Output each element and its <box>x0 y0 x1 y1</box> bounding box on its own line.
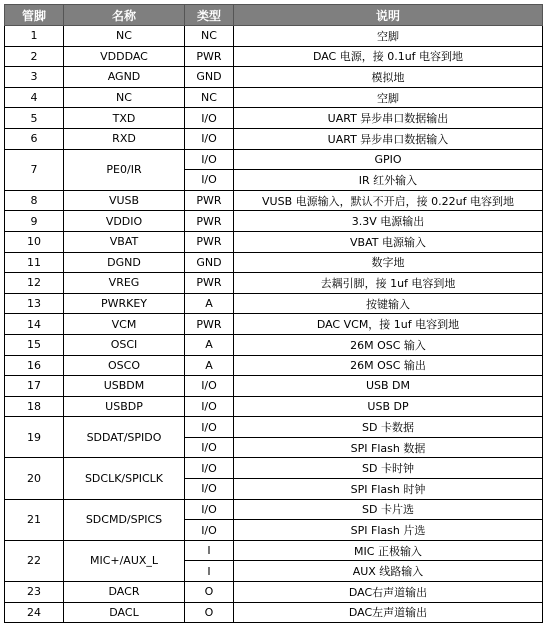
table-row <box>5 252 543 273</box>
pin-description-cell: DAC左声道输出 <box>234 602 543 623</box>
pin-description-cell: 去耦引脚，接 1uf 电容到地 <box>234 273 543 294</box>
table-row <box>5 108 543 129</box>
pin-description-cell: 空脚 <box>234 26 543 47</box>
pin-description-cell: UART 异步串口数据输入 <box>234 128 543 149</box>
pin-number-cell: 9 <box>5 211 64 232</box>
table-row <box>5 231 543 252</box>
pin-type-cell: I/O <box>185 128 234 149</box>
pin-description-cell: SPI Flash 数据 <box>234 437 543 458</box>
pin-name-cell: TXD <box>64 108 185 129</box>
pin-description-cell: DAC右声道输出 <box>234 582 543 603</box>
table-row <box>5 396 543 417</box>
pin-description-cell: VBAT 电源输入 <box>234 231 543 252</box>
pin-type-cell: I/O <box>185 520 234 541</box>
pin-number-cell: 12 <box>5 273 64 294</box>
header-type: 类型 <box>185 5 234 26</box>
pin-type-cell: PWR <box>185 231 234 252</box>
header-pin: 管脚 <box>5 5 64 26</box>
pin-number-cell: 1 <box>5 26 64 47</box>
pin-name-cell: PE0/IR <box>64 149 185 190</box>
pin-description-cell: SD 卡片选 <box>234 499 543 520</box>
pin-number-cell: 17 <box>5 376 64 397</box>
pin-number-cell: 5 <box>5 108 64 129</box>
pin-description-cell: 模拟地 <box>234 67 543 88</box>
pin-number-cell: 15 <box>5 334 64 355</box>
pin-type-cell: I/O <box>185 108 234 129</box>
pin-type-cell: A <box>185 334 234 355</box>
pin-type-cell: PWR <box>185 46 234 67</box>
pin-name-cell: NC <box>64 26 185 47</box>
pin-number-cell: 6 <box>5 128 64 149</box>
table-row <box>5 458 543 479</box>
pin-type-cell: PWR <box>185 314 234 335</box>
pin-description-cell: USB DP <box>234 396 543 417</box>
pin-number-cell: 24 <box>5 602 64 623</box>
pin-name-cell: DACR <box>64 582 185 603</box>
pin-type-cell: NC <box>185 87 234 108</box>
pin-description-cell: 空脚 <box>234 87 543 108</box>
pin-type-cell: O <box>185 582 234 603</box>
pin-type-cell: NC <box>185 26 234 47</box>
pin-name-cell: VDDIO <box>64 211 185 232</box>
table-header <box>5 5 543 26</box>
table-row <box>5 273 543 294</box>
pin-description-cell: SD 卡时钟 <box>234 458 543 479</box>
pin-description-cell: VUSB 电源输入，默认不开启，接 0.22uf 电容到地 <box>234 190 543 211</box>
pin-type-cell: I/O <box>185 376 234 397</box>
pin-number-cell: 4 <box>5 87 64 108</box>
pin-description-cell: AUX 线路输入 <box>234 561 543 582</box>
pin-description-cell: SPI Flash 时钟 <box>234 479 543 500</box>
table-body <box>5 26 543 623</box>
table-row <box>5 46 543 67</box>
pin-name-cell: AGND <box>64 67 185 88</box>
table-row <box>5 602 543 623</box>
pin-type-cell: PWR <box>185 211 234 232</box>
pin-number-cell: 3 <box>5 67 64 88</box>
pin-description-cell: IR 红外输入 <box>234 170 543 191</box>
pin-name-cell: OSCI <box>64 334 185 355</box>
pin-type-cell: PWR <box>185 190 234 211</box>
table-row <box>5 376 543 397</box>
pin-description-cell: USB DM <box>234 376 543 397</box>
pin-description-table <box>4 4 543 623</box>
pin-description-cell: 按键输入 <box>234 293 543 314</box>
pin-number-cell: 8 <box>5 190 64 211</box>
pin-number-cell: 14 <box>5 314 64 335</box>
table-row <box>5 128 543 149</box>
pin-name-cell: DGND <box>64 252 185 273</box>
pin-name-cell: NC <box>64 87 185 108</box>
pin-number-cell: 20 <box>5 458 64 499</box>
table-row <box>5 87 543 108</box>
pin-type-cell: I/O <box>185 396 234 417</box>
table-row <box>5 293 543 314</box>
table-row <box>5 355 543 376</box>
pin-type-cell: I/O <box>185 458 234 479</box>
table-row <box>5 582 543 603</box>
pin-name-cell: RXD <box>64 128 185 149</box>
header-name: 名称 <box>64 5 185 26</box>
pin-type-cell: I <box>185 561 234 582</box>
pin-description-cell: UART 异步串口数据输出 <box>234 108 543 129</box>
pin-description-cell: 数字地 <box>234 252 543 273</box>
pin-number-cell: 23 <box>5 582 64 603</box>
pin-description-cell: DAC 电源，接 0.1uf 电容到地 <box>234 46 543 67</box>
table-row <box>5 211 543 232</box>
pin-type-cell: O <box>185 602 234 623</box>
pin-description-cell: 26M OSC 输出 <box>234 355 543 376</box>
pin-name-cell: SDDAT/SPIDO <box>64 417 185 458</box>
pin-name-cell: OSCO <box>64 355 185 376</box>
pin-name-cell: VCM <box>64 314 185 335</box>
table-row <box>5 540 543 561</box>
pin-description-cell: SD 卡数据 <box>234 417 543 438</box>
pin-type-cell: A <box>185 293 234 314</box>
pin-type-cell: I <box>185 540 234 561</box>
pin-name-cell: PWRKEY <box>64 293 185 314</box>
table-row <box>5 314 543 335</box>
table-row <box>5 26 543 47</box>
table-row <box>5 67 543 88</box>
pin-name-cell: VUSB <box>64 190 185 211</box>
table-row <box>5 149 543 170</box>
pin-description-cell: 3.3V 电源输出 <box>234 211 543 232</box>
pin-number-cell: 7 <box>5 149 64 190</box>
pin-type-cell: A <box>185 355 234 376</box>
pin-description-cell: GPIO <box>234 149 543 170</box>
pin-number-cell: 16 <box>5 355 64 376</box>
table-row <box>5 499 543 520</box>
pin-number-cell: 10 <box>5 231 64 252</box>
header-description: 说明 <box>234 5 543 26</box>
pin-description-cell: DAC VCM，接 1uf 电容到地 <box>234 314 543 335</box>
pin-description-cell: 26M OSC 输入 <box>234 334 543 355</box>
pin-name-cell: MIC+/AUX_L <box>64 540 185 581</box>
pin-number-cell: 18 <box>5 396 64 417</box>
table-row <box>5 190 543 211</box>
pin-type-cell: I/O <box>185 417 234 438</box>
pin-type-cell: I/O <box>185 499 234 520</box>
pin-number-cell: 21 <box>5 499 64 540</box>
pin-description-cell: MIC 正极输入 <box>234 540 543 561</box>
pin-number-cell: 22 <box>5 540 64 581</box>
pin-name-cell: DACL <box>64 602 185 623</box>
pin-number-cell: 19 <box>5 417 64 458</box>
pin-type-cell: I/O <box>185 170 234 191</box>
pin-number-cell: 2 <box>5 46 64 67</box>
pin-name-cell: USBDP <box>64 396 185 417</box>
pin-number-cell: 11 <box>5 252 64 273</box>
pin-type-cell: I/O <box>185 479 234 500</box>
header-row <box>5 5 543 26</box>
pin-type-cell: GND <box>185 67 234 88</box>
pin-name-cell: VREG <box>64 273 185 294</box>
pin-type-cell: I/O <box>185 149 234 170</box>
pin-type-cell: GND <box>185 252 234 273</box>
pin-name-cell: SDCLK/SPICLK <box>64 458 185 499</box>
pin-name-cell: SDCMD/SPICS <box>64 499 185 540</box>
pin-description-cell: SPI Flash 片选 <box>234 520 543 541</box>
pin-type-cell: PWR <box>185 273 234 294</box>
pin-name-cell: USBDM <box>64 376 185 397</box>
pin-type-cell: I/O <box>185 437 234 458</box>
pin-name-cell: VBAT <box>64 231 185 252</box>
table-row <box>5 334 543 355</box>
pin-number-cell: 13 <box>5 293 64 314</box>
pin-name-cell: VDDDAC <box>64 46 185 67</box>
table-row <box>5 417 543 438</box>
